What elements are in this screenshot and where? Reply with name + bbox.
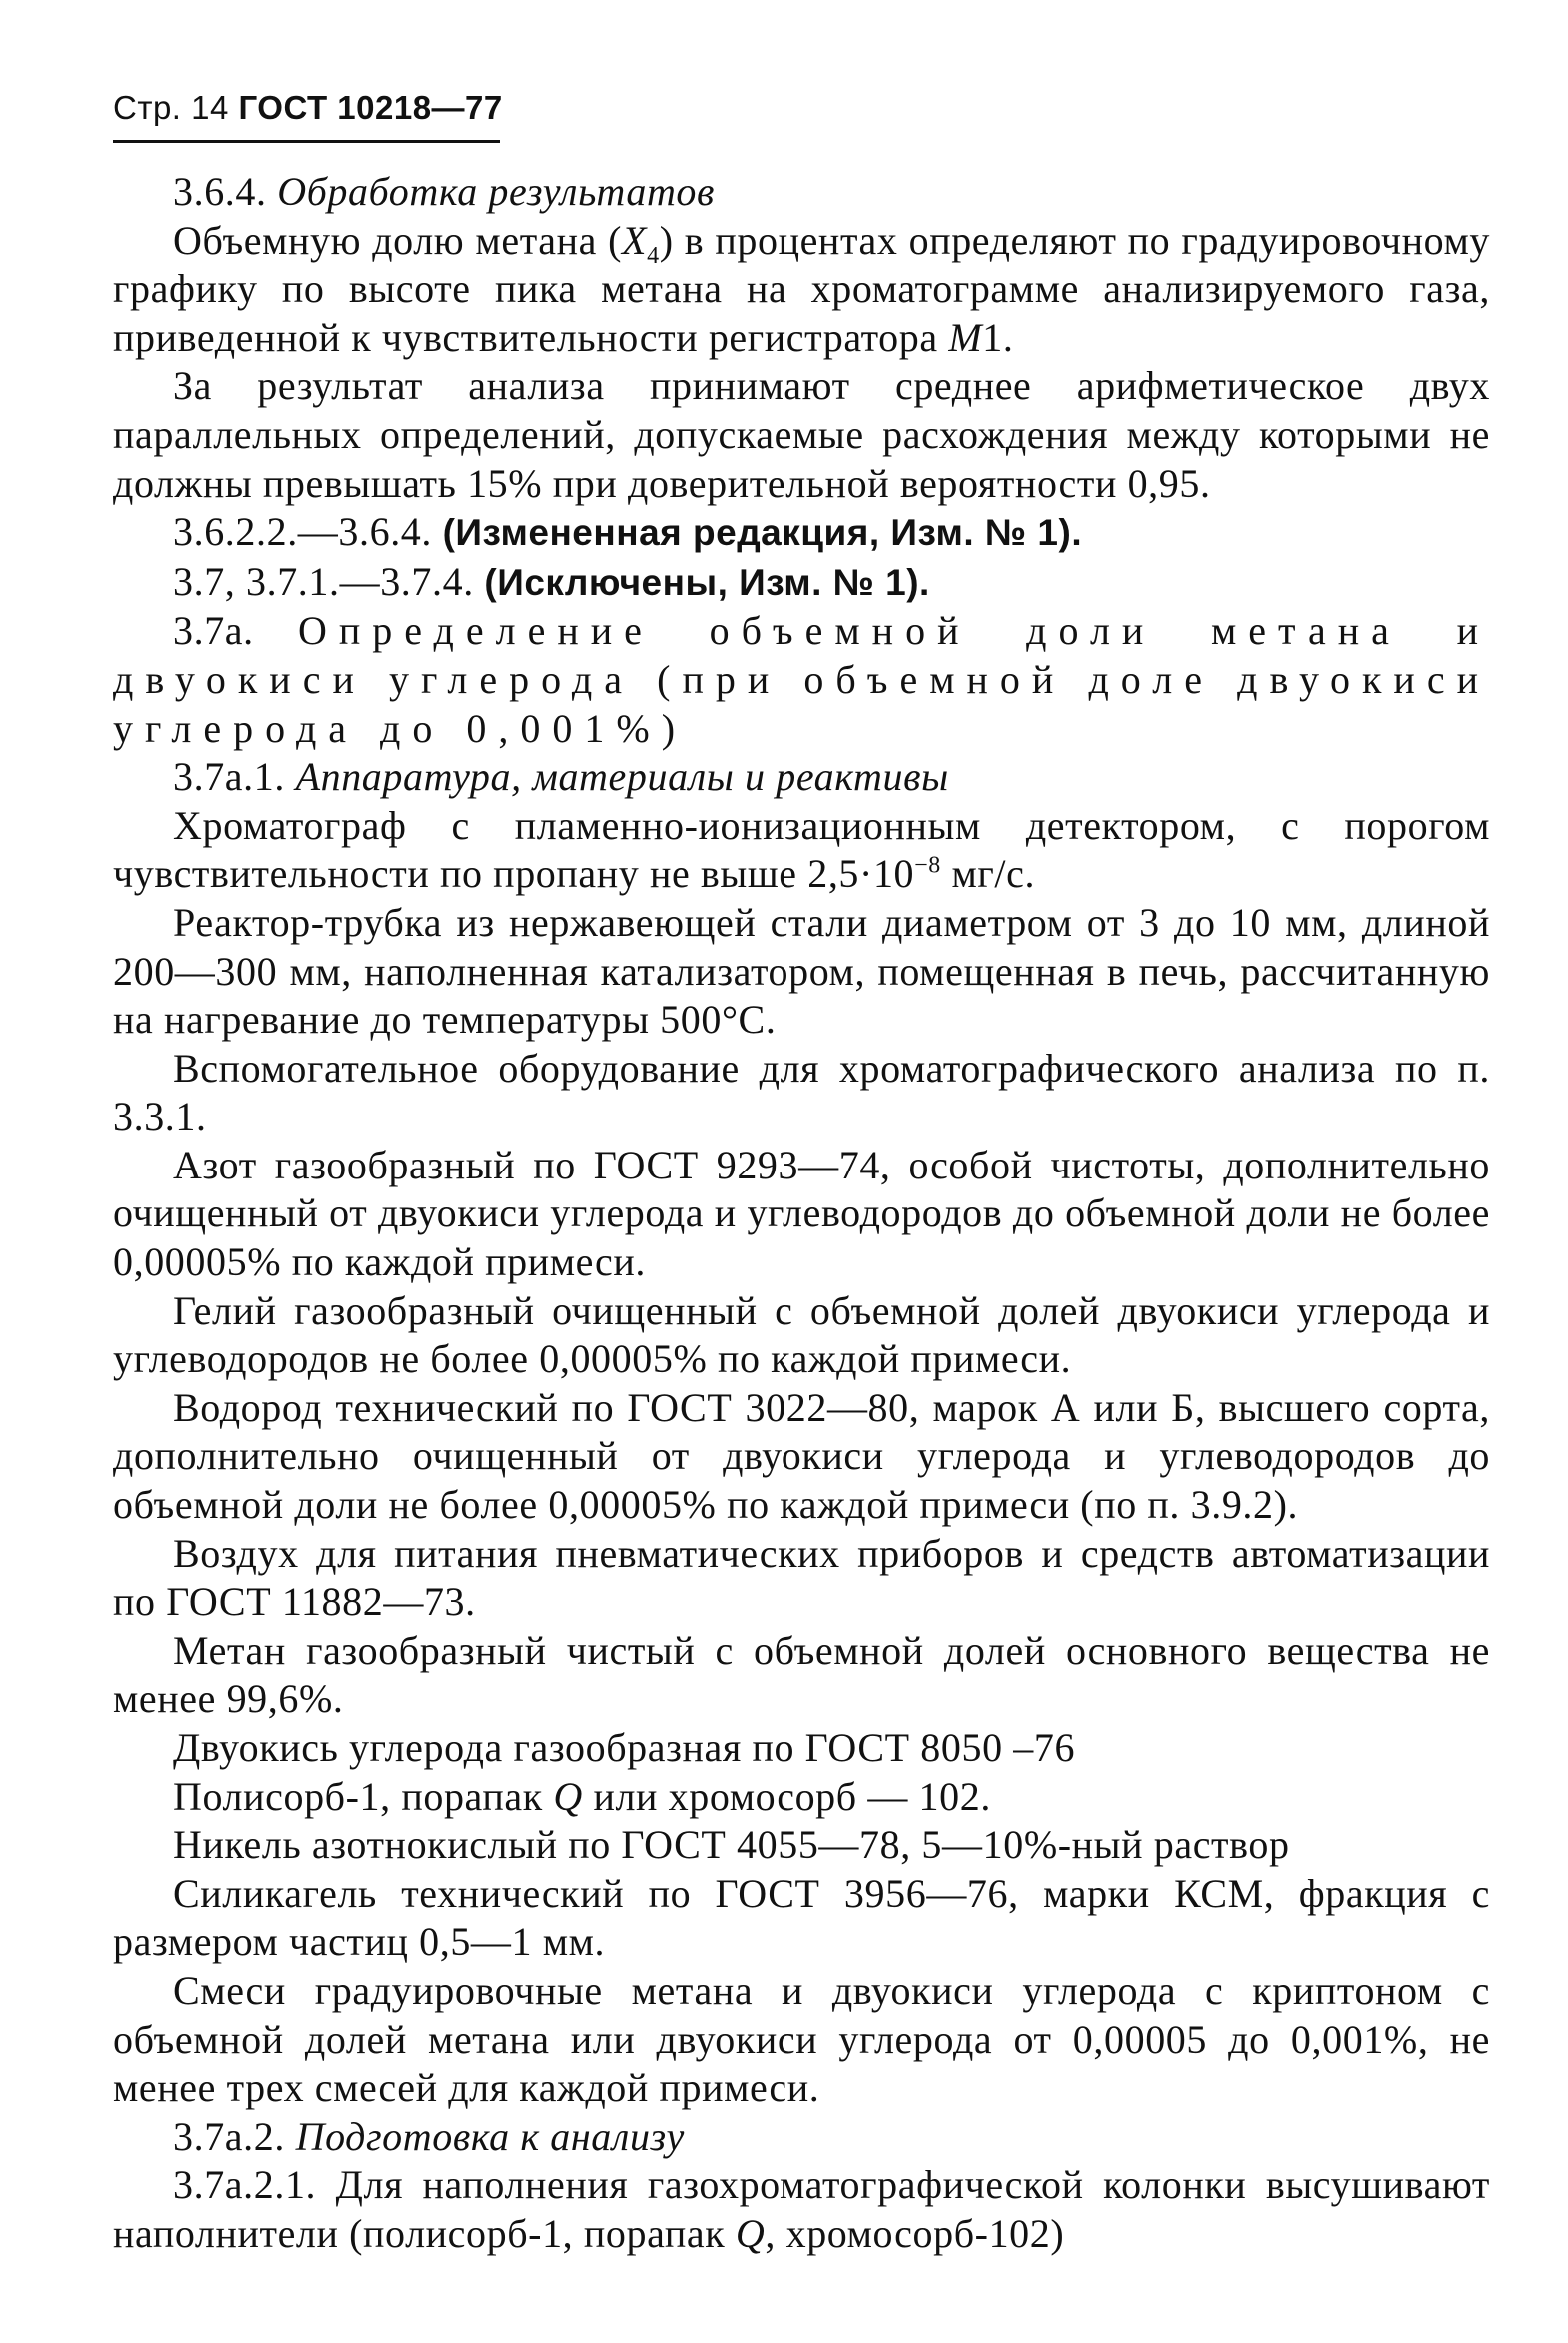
paragraph: Азот газообразный по ГОСТ 9293—74, особой чистоты, дополнительно очищенный от двуокиси углерода и углеводородов до объемной доли не более 0,00005% по каждой примеси. [113,1142,1490,1285]
section-heading: 3.7а.1. Аппаратура, материалы и реактивы [173,754,949,800]
paragraph: Метан газообразный чистый с объемной долей основного вещества не менее 99,6%. [113,1627,1490,1722]
section-heading: 3.7а. Определение объемной доли метана и двуокиси углерода (при объемной доле двуокиси углерода до 0,001%) [113,608,1490,751]
paragraph: Хроматограф с пламенно-ионизационным детектором, с порогом чувствительности по пропану не выше $2,5\cdot 10^{-8}$ мг/с. [113,802,1490,897]
standard-code: ГОСТ 10218—77 [238,89,503,126]
paragraph: Двуокись углерода газообразная по ГОСТ 8050 –76 [173,1725,1076,1770]
header-rule [113,140,500,143]
paragraph: Водород технический по ГОСТ 3022—80, марок А или Б, высшего сорта, дополнительно очищенный от двуокиси углерода и углеводородов до объемной доли не более 0,00005% по каждой примеси (по п. 3.9.2). [113,1384,1490,1528]
paragraph: Полисорб-1, порапак Q или хромосорб — 102. [173,1773,991,1819]
page-header [113,88,503,128]
document-body [113,168,1490,2259]
paragraph: Гелий газообразный очищенный с объемной долей двуокиси углерода и углеводородов не более 0,00005% по каждой примеси. [113,1287,1490,1382]
paragraph: За результат анализа принимают среднее арифметическое двух параллельных определений, допускаемые расхождения между которыми не должны превышать 15% при доверительной вероятности 0,95. [113,363,1490,506]
amendment-note: 3.6.2.2.—3.6.4. (Измененная редакция, Изм. № 1). [173,509,1083,555]
section-heading: 3.6.4. Обработка результатов [173,169,715,214]
section-heading: 3.7а.2. Подготовка к анализу [173,2113,685,2159]
paragraph: Никель азотнокислый по ГОСТ 4055—78, 5—10%-ный раствор [173,1822,1290,1868]
paragraph: Воздух для питания пневматических приборов и средств автоматизации по ГОСТ 11882—73. [113,1530,1490,1625]
paragraph: Силикагель технический по ГОСТ 3956—76, марки КСМ, фракция с размером частиц 0,5—1 мм. [113,1870,1490,1965]
paragraph: Объемную долю метана $(X_4)$ в процентах определяют по градуировочному графику по высоте пика метана на хроматограмме анализируемого газа, приведенной к чувствительности регистратора M1. [113,217,1490,360]
paragraph: Смеси градуировочные метана и двуокиси углерода с криптоном с объемной долей метана или двуокиси углерода от 0,00005 до 0,001%, не менее трех смесей для каждой примеси. [113,1967,1490,2111]
amendment-note: 3.7, 3.7.1.—3.7.4. (Исключены, Изм. № 1). [173,558,930,604]
paragraph: Вспомогательное оборудование для хроматографического анализа по п. 3.3.1. [113,1045,1490,1140]
page-number: Стр. 14 [113,89,229,126]
paragraph: Реактор-трубка из нержавеющей стали диаметром от 3 до 10 мм, длиной 200—300 мм, наполненная катализатором, помещенная в печь, рассчитанную на нагревание до температуры 500°С. [113,899,1490,1043]
paragraph: 3.7а.2.1. Для наполнения газохроматографической колонки высушивают наполнители (полисорб-1, порапак Q, хромосорб-102) [113,2162,1490,2256]
